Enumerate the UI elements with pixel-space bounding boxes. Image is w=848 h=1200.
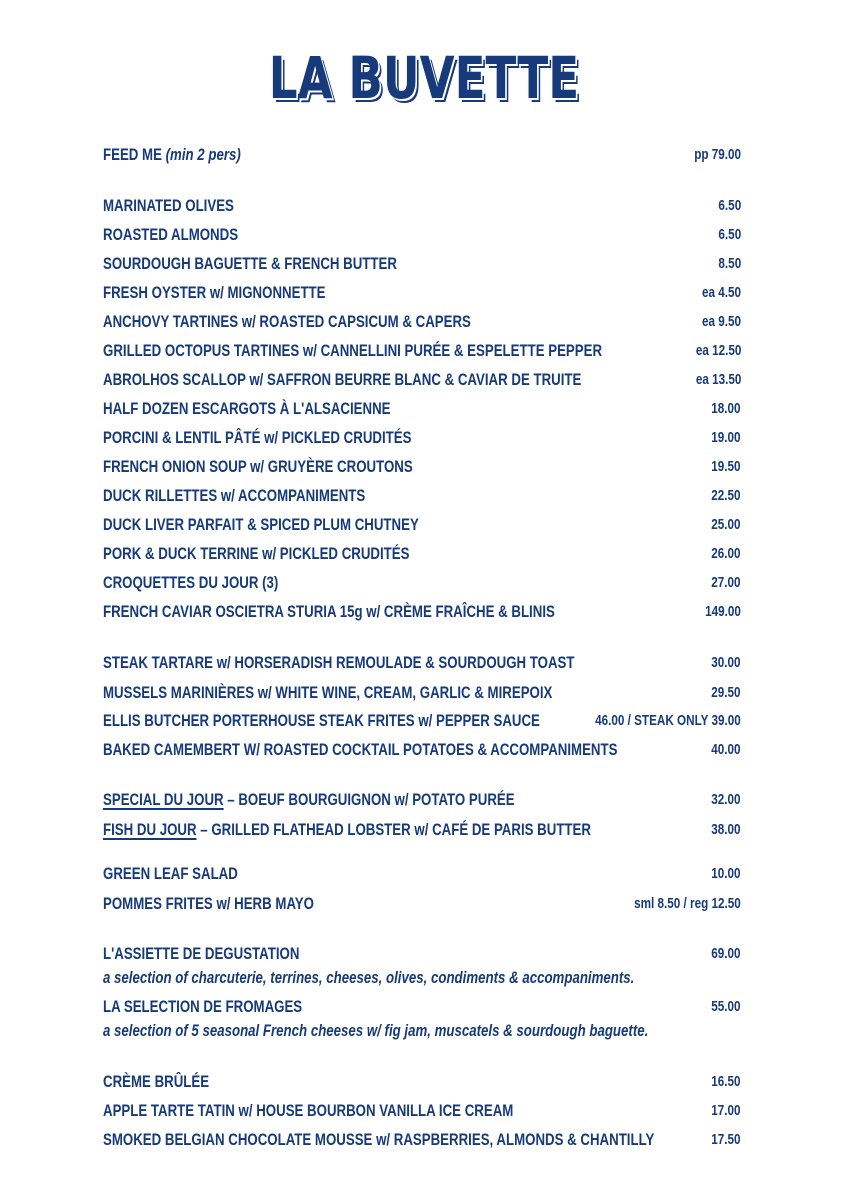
item-price: 6.50	[718, 226, 741, 243]
menu-item-special	[103, 790, 741, 810]
item-note: (min 2 pers)	[165, 145, 241, 164]
item-price: 17.50	[711, 1131, 741, 1148]
item-price: 16.50	[711, 1073, 741, 1090]
item-price: 17.00	[711, 1102, 741, 1119]
item-name: CROQUETTES DU JOUR (3)	[103, 573, 279, 592]
item-price: ea 4.50	[701, 284, 741, 301]
item-name: – BOEUF BOURGUIGNON w/ POTATO PURÉE	[223, 790, 515, 809]
menu-item	[103, 428, 741, 448]
item-name: – GRILLED FLATHEAD LOBSTER w/ CAFÉ DE PARIS BUTTER	[196, 820, 591, 839]
item-name: POMMES FRITES w/ HERB MAYO	[103, 894, 314, 913]
item-name: APPLE TARTE TATIN w/ HOUSE BOURBON VANILLA ICE CREAM	[103, 1101, 514, 1120]
item-name: L'ASSIETTE DE DEGUSTATION	[103, 944, 300, 963]
item-name: MARINATED OLIVES	[103, 196, 234, 215]
menu-item	[103, 573, 741, 593]
item-name: FEED ME	[103, 145, 162, 164]
item-name: DUCK RILLETTES w/ ACCOMPANIMENTS	[103, 486, 366, 505]
menu-item	[103, 515, 741, 535]
item-name: ELLIS BUTCHER PORTERHOUSE STEAK FRITES w/ PEPPER SAUCE	[103, 711, 540, 730]
item-name: PORCINI & LENTIL PÂTÉ w/ PICKLED CRUDITÉS	[103, 428, 412, 447]
item-price: ea 9.50	[701, 313, 741, 330]
item-name: ABROLHOS SCALLOP w/ SAFFRON BEURRE BLANC & CAVIAR DE TRUITE	[103, 370, 582, 389]
item-price: 69.00	[711, 945, 741, 962]
item-price: 30.00	[711, 654, 741, 671]
item-price: 6.50	[718, 197, 741, 214]
menu-item	[103, 312, 741, 332]
item-name: DUCK LIVER PARFAIT & SPICED PLUM CHUTNEY	[103, 515, 419, 534]
item-price: 46.00 / STEAK ONLY 39.00	[595, 712, 741, 729]
item-name: PORK & DUCK TERRINE w/ PICKLED CRUDITÉS	[103, 544, 410, 563]
menu-item	[103, 457, 741, 477]
menu-item	[103, 711, 741, 731]
item-description: a selection of charcuterie, terrines, cheeses, olives, condiments & accompaniments.	[103, 968, 635, 987]
menu-item-feed-me	[103, 145, 741, 165]
item-price: ea 13.50	[695, 371, 741, 388]
menu-item	[103, 544, 741, 564]
item-name: HALF DOZEN ESCARGOTS À L'ALSACIENNE	[103, 399, 391, 418]
item-name: ANCHOVY TARTINES w/ ROASTED CAPSICUM & CAPERS	[103, 312, 471, 331]
item-name: CRÈME BRÛLÉE	[103, 1072, 210, 1091]
menu-item	[103, 944, 741, 964]
item-price: pp 79.00	[694, 146, 741, 163]
item-price: 26.00	[711, 545, 741, 562]
menu-item	[103, 894, 741, 914]
restaurant-title: LA BUVETTE	[268, 44, 580, 112]
special-label: FISH DU JOUR	[103, 820, 197, 839]
menu-item	[103, 196, 741, 216]
menu-item	[103, 283, 741, 303]
menu-item	[103, 653, 741, 673]
menu-item	[103, 683, 741, 703]
item-name: FRENCH ONION SOUP w/ GRUYÈRE CROUTONS	[103, 457, 413, 476]
menu-item	[103, 1101, 741, 1121]
menu-item	[103, 740, 741, 760]
menu-item	[103, 486, 741, 506]
item-name: ROASTED ALMONDS	[103, 225, 239, 244]
item-name: BAKED CAMEMBERT W/ ROASTED COCKTAIL POTATOES & ACCOMPANIMENTS	[103, 740, 618, 759]
item-name: LA SELECTION DE FROMAGES	[103, 997, 303, 1016]
menu-item	[103, 341, 741, 361]
menu-item	[103, 370, 741, 390]
item-name: MUSSELS MARINIÈRES w/ WHITE WINE, CREAM, GARLIC & MIREPOIX	[103, 683, 553, 702]
menu-item	[103, 254, 741, 274]
menu-item	[103, 399, 741, 419]
item-description: a selection of 5 seasonal French cheeses w/ fig jam, muscatels & sourdough baguette.	[103, 1021, 649, 1040]
item-price: 27.00	[711, 574, 741, 591]
item-price: ea 12.50	[695, 342, 741, 359]
item-price: 8.50	[718, 255, 741, 272]
item-price: 19.00	[711, 429, 741, 446]
item-name: SMOKED BELGIAN CHOCOLATE MOUSSE w/ RASPBERRIES, ALMONDS & CHANTILLY	[103, 1130, 655, 1149]
item-price: 29.50	[711, 684, 741, 701]
menu-item	[103, 1072, 741, 1092]
menu-item	[103, 1130, 741, 1150]
item-price: 32.00	[711, 791, 741, 808]
item-name: SOURDOUGH BAGUETTE & FRENCH BUTTER	[103, 254, 397, 273]
item-name: FRESH OYSTER w/ MIGNONNETTE	[103, 283, 326, 302]
menu-item	[103, 225, 741, 245]
item-name: GRILLED OCTOPUS TARTINES w/ CANNELLINI PURÉE & ESPELETTE PEPPER	[103, 341, 603, 360]
menu-item-special	[103, 820, 741, 840]
menu-item	[103, 602, 741, 622]
item-price: 38.00	[711, 821, 741, 838]
menu-item	[103, 997, 741, 1017]
special-label: SPECIAL DU JOUR	[103, 790, 224, 809]
item-price: 55.00	[711, 998, 741, 1015]
item-price: sml 8.50 / reg 12.50	[634, 895, 741, 912]
item-price: 19.50	[711, 458, 741, 475]
item-name: STEAK TARTARE w/ HORSERADISH REMOULADE & SOURDOUGH TOAST	[103, 653, 575, 672]
item-name: GREEN LEAF SALAD	[103, 864, 238, 883]
menu-item	[103, 864, 741, 884]
item-price: 18.00	[711, 400, 741, 417]
item-price: 25.00	[711, 516, 741, 533]
item-price: 22.50	[711, 487, 741, 504]
item-price: 10.00	[711, 865, 741, 882]
item-name: FRENCH CAVIAR OSCIETRA STURIA 15g w/ CRÈME FRAÎCHE & BLINIS	[103, 602, 555, 621]
item-price: 40.00	[711, 741, 741, 758]
item-price: 149.00	[705, 603, 741, 620]
